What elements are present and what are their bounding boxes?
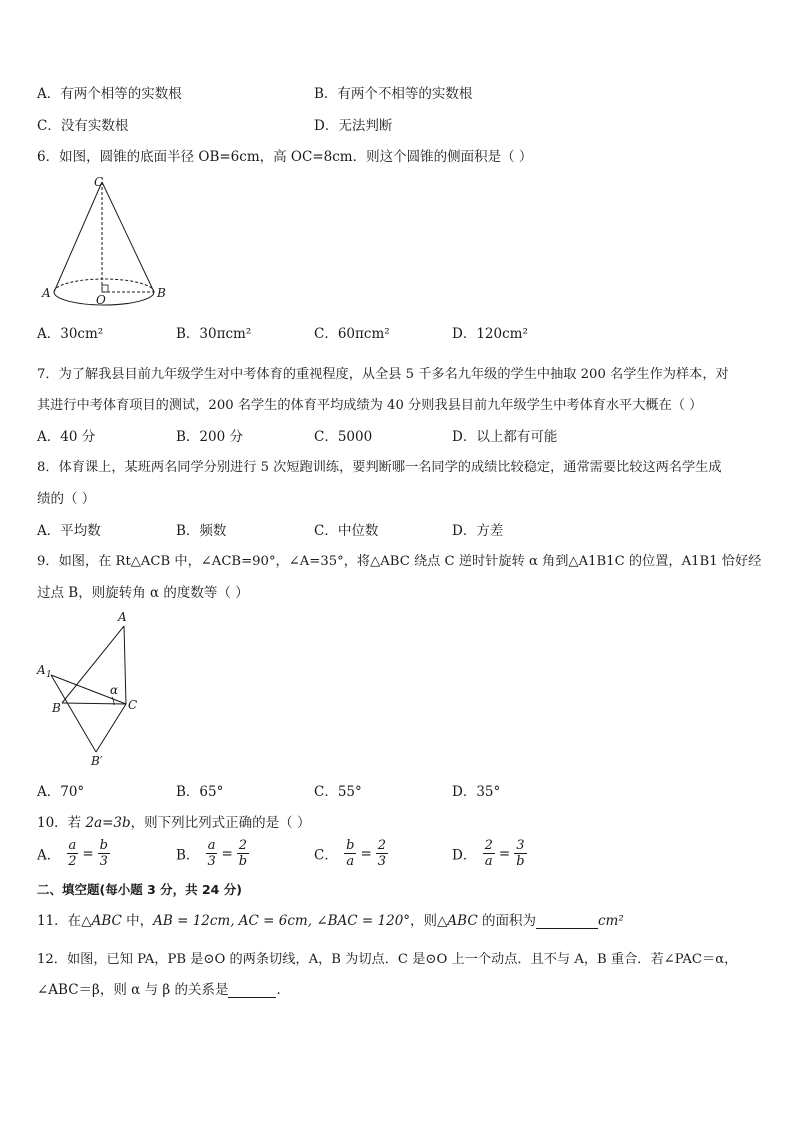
q10-option-a: A． $\frac{a}{2}$ = $\frac{b}{3}$ [37,838,108,869]
q12-stem-line1: 12．如图，已知 PA，PB 是⊙O 的两条切线，A，B 为切点．C 是⊙O 上一个动点．且不与 A，B 重合．若∠PAC＝α， [37,952,738,967]
q10-option-b-fraction-right: $\frac{2}{b}$ [238,838,248,869]
figure-label-b-prime: B′ [91,754,103,768]
q7-stem-line1: 7．为了解我县目前九年级学生对中考体育的重视程度，从全县 5 千多名九年级的学生中抽取 200 名学生作为样本，对 [37,367,729,382]
q9-option-b: B．65° [176,784,224,800]
cone-label-c: C [94,175,104,189]
q11-prefix: 11．在 [37,913,82,929]
q10-stem-pre: 10．若 [37,815,86,831]
q11-unit: cm² [597,913,624,929]
q9-option-d: D．35° [452,784,501,800]
figure-label-alpha: α [110,683,119,697]
cone-figure [36,170,176,310]
q8-option-a: A．平均数 [37,523,101,539]
q11-stem [37,909,624,929]
q12-stem-line2 [37,978,290,998]
cone-label-o: O [96,293,106,307]
q7-stem-line2: 其进行中考体育项目的测试，200 名学生的体育平均成绩为 40 分则我县目前九年级学生中考体育水平大概在（ ） [37,398,703,413]
q10-stem-equation: 2a=3b [85,815,131,831]
q5-option-d: D．无法判断 [314,118,393,134]
q10-option-d-label: D． [452,847,477,864]
q8-option-b: B．频数 [176,523,227,539]
q10-option-d-fraction-left: $\frac{2}{a}$ [484,838,493,869]
q10-option-c-fraction-left: $\frac{b}{a}$ [346,838,355,869]
q10-option-b-label: B． [176,847,200,864]
q11-conditions: AB = 12cm, AC = 6cm, ∠BAC = 120° [153,913,411,929]
rotation-figure [34,608,154,770]
q10-stem-post: ，则下列比列式正确的是（ ） [130,815,311,831]
figure-label-a1-subscript: 1 [46,670,52,680]
q11-answer-blank[interactable] [536,912,598,929]
cone-label-b: B [157,286,166,300]
q10-option-c-fraction-right: $\frac{2}{3}$ [377,838,387,869]
q6-option-d: D．120cm² [452,326,528,342]
q5-option-c: C．没有实数根 [37,118,129,134]
q12-stem-line2-end: ． [276,982,290,998]
q10-option-c-label: C． [314,847,338,864]
q10-option-a-label: A． [37,847,61,864]
cone-label-a: A [42,286,51,300]
q11-text-mid1: 中， [121,913,154,929]
q9-stem-line2: 过点 B，则旋转角 α 的度数等（ ） [37,585,249,601]
q5-option-a: A．有两个相等的实数根 [37,86,182,102]
q11-text-mid2: ，则 [410,913,438,929]
figure-label-b: B [52,701,61,715]
q10-option-a-fraction-right: $\frac{b}{3}$ [99,838,108,869]
figure-label-c: C [128,698,138,712]
q8-stem-line1: 8．体育课上，某班两名同学分别进行 5 次短跑训练，要判断哪一名同学的成绩比较稳定，通常需要比较这两名学生成 [37,460,722,475]
q9-option-a: A．70° [37,784,85,800]
q12-answer-blank[interactable] [228,981,276,998]
q11-triangle-2: △ABC [437,913,478,929]
q7-option-b: B．200 分 [176,429,243,445]
q6-stem: 6．如图，圆锥的底面半径 OB=6cm，高 OC=8cm．则这个圆锥的侧面积是（ ） [37,149,533,165]
q6-option-b: B．30πcm² [176,326,252,342]
q10-option-d-fraction-right: $\frac{3}{b}$ [516,838,525,869]
q9-option-c: C．55° [314,784,362,800]
q12-stem-line2-text: ∠ABC＝β，则 α 与 β 的关系是 [37,982,229,998]
q8-option-c: C．中位数 [314,523,379,539]
q8-option-d: D．方差 [452,523,504,539]
section-title: 二、填空题(每小题 3 分，共 24 分) [37,882,242,897]
q6-option-c: C．60πcm² [314,326,390,342]
q9-stem-line1: 9．如图，在 Rt△ACB 中，∠ACB=90°，∠A=35°，将△ABC 绕点 C 逆时针旋转 α 角到△A1B1C 的位置，A1B1 恰好经 [37,554,762,569]
q10-option-c: C． $\frac{b}{a}$ = $\frac{2}{3}$ [314,838,387,869]
q10-option-a-fraction-left: $\frac{a}{2}$ [68,838,77,869]
figure-label-a1: A [37,663,46,677]
figure-label-a: A [118,610,127,624]
q10-option-d: D． $\frac{2}{a}$ = $\frac{3}{b}$ [452,838,525,869]
q6-option-a: A．30cm² [37,326,104,342]
q11-triangle: △ABC [81,913,122,929]
q10-option-b-fraction-left: $\frac{a}{3}$ [207,838,216,869]
q11-text-post: 的面积为 [477,913,536,929]
q7-option-a: A．40 分 [37,429,96,445]
q8-stem-line2: 绩的（ ） [37,491,96,507]
q7-option-c: C．5000 [314,429,373,445]
q7-option-d: D．以上都有可能 [452,429,558,445]
q10-option-b: B． $\frac{a}{3}$ = $\frac{2}{b}$ [176,838,248,869]
q10-stem [37,811,310,831]
q5-option-b: B．有两个不相等的实数根 [314,86,473,102]
